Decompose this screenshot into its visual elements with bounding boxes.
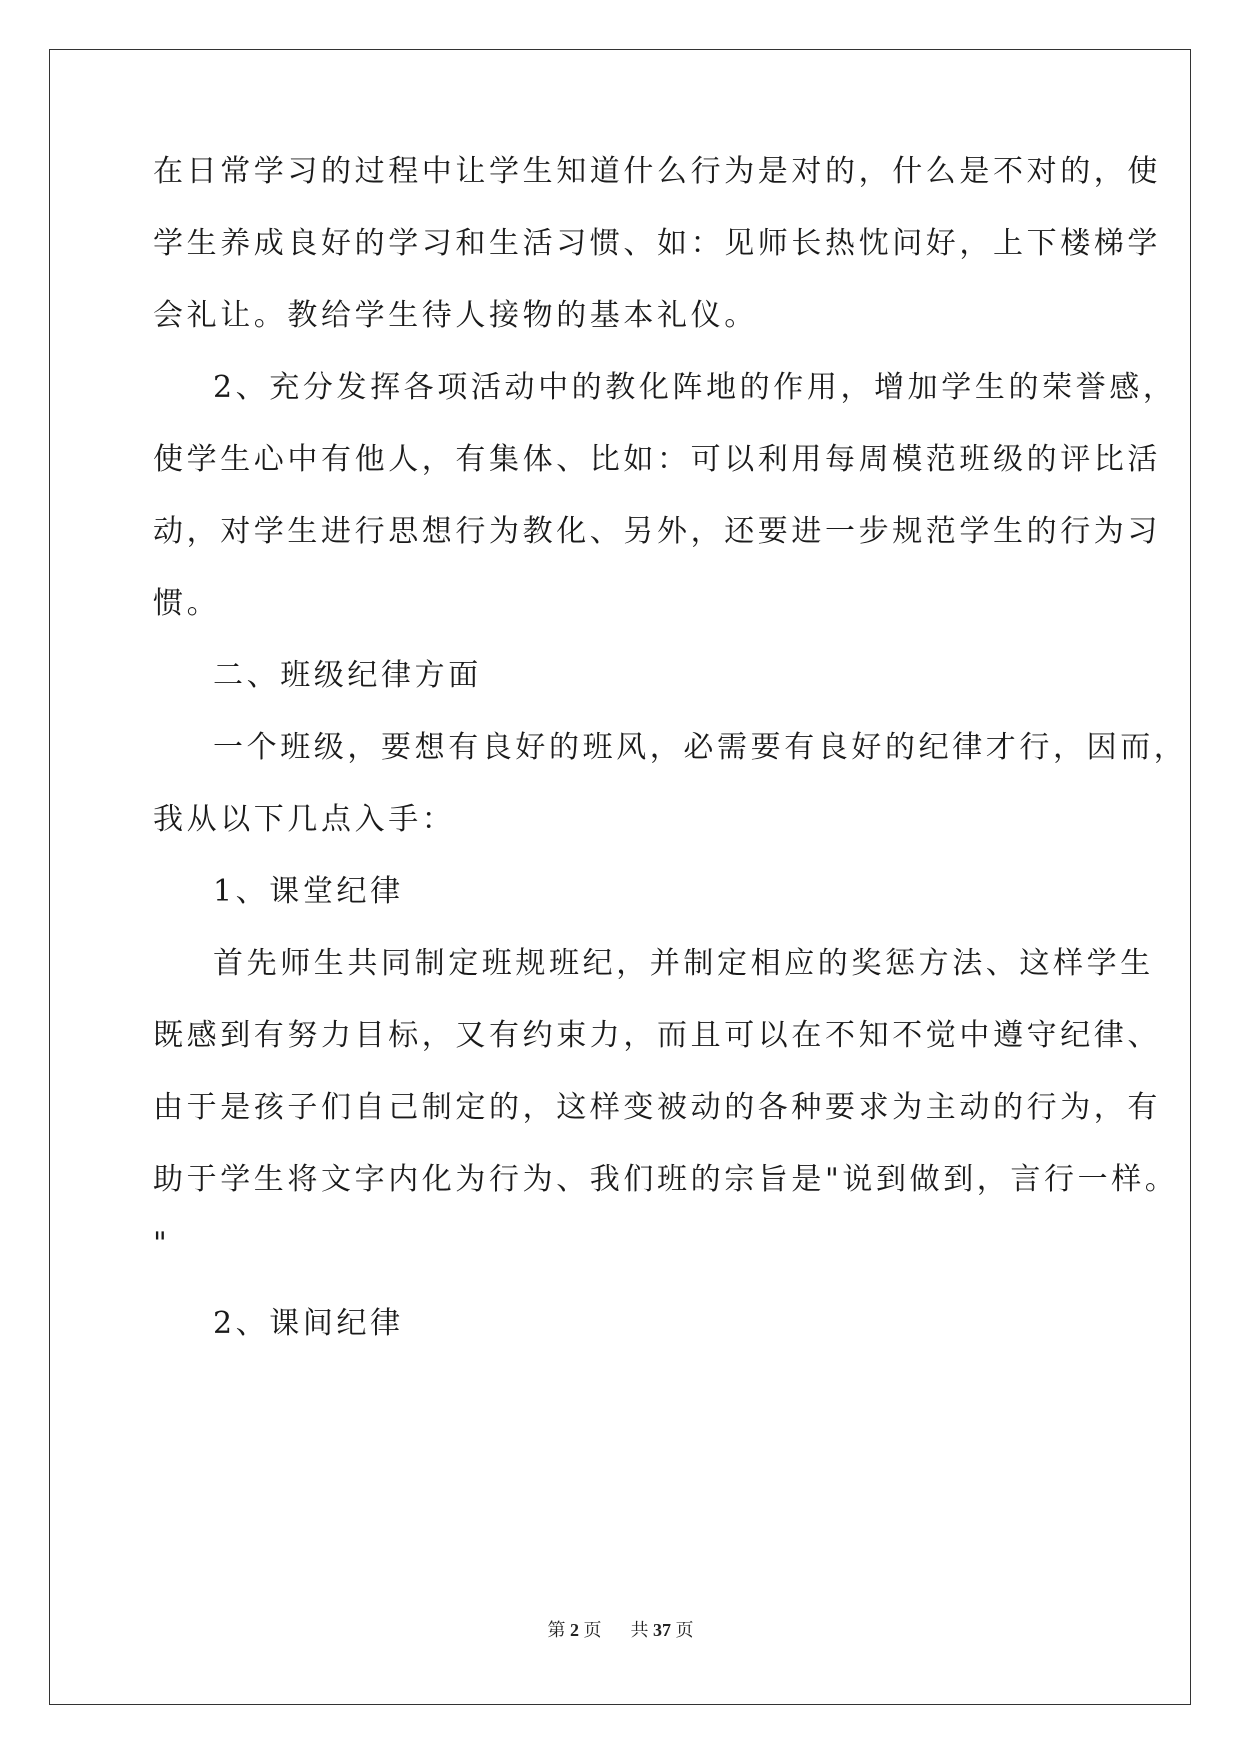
text-line: 惯。 (153, 586, 221, 621)
page-number: 2 (570, 1620, 579, 1640)
text-line: 会礼让。教给学生待人接物的基本礼仪。 (153, 298, 758, 333)
text-line: 由于是孩子们自己制定的，这样变被动的各种要求为主动的行为，有 (153, 1090, 1161, 1125)
total-prefix: 共 (630, 1620, 649, 1640)
total-suffix: 页 (675, 1620, 694, 1640)
page-prefix: 第 (547, 1620, 566, 1640)
section-heading: 二、班级纪律方面 (213, 658, 482, 693)
text-line: 动，对学生进行思想行为教化、另外，还要进一步规范学生的行为习 (153, 514, 1161, 549)
text-line: 既感到有努力目标，又有约束力，而且可以在不知不觉中遵守纪律、 (153, 1018, 1161, 1053)
text-line: 学生养成良好的学习和生活习惯、如：见师长热忱问好，上下楼梯学 (153, 226, 1161, 261)
total-pages: 37 (653, 1620, 671, 1640)
text-line: 一个班级，要想有良好的班风，必需要有良好的纪律才行，因而， (213, 730, 1188, 765)
text-line: 使学生心中有他人，有集体、比如：可以利用每周模范班级的评比活 (153, 442, 1161, 477)
subsection-heading: 1、课堂纪律 (213, 874, 404, 909)
text-line: 2、充分发挥各项活动中的教化阵地的作用，增加学生的荣誉感， (213, 370, 1177, 405)
text-line: 助于学生将文字内化为行为、我们班的宗旨是"说到做到，言行一样。 (153, 1162, 1179, 1197)
page-suffix: 页 (583, 1620, 602, 1640)
text-line: 首先师生共同制定班规班纪，并制定相应的奖惩方法、这样学生 (213, 946, 1154, 981)
text-line: " (153, 1226, 171, 1261)
text-line: 我从以下几点入手： (153, 802, 456, 837)
text-line: 在日常学习的过程中让学生知道什么行为是对的，什么是不对的，使 (153, 154, 1161, 189)
page-footer (0, 1618, 1241, 1642)
subsection-heading: 2、课间纪律 (213, 1306, 404, 1341)
